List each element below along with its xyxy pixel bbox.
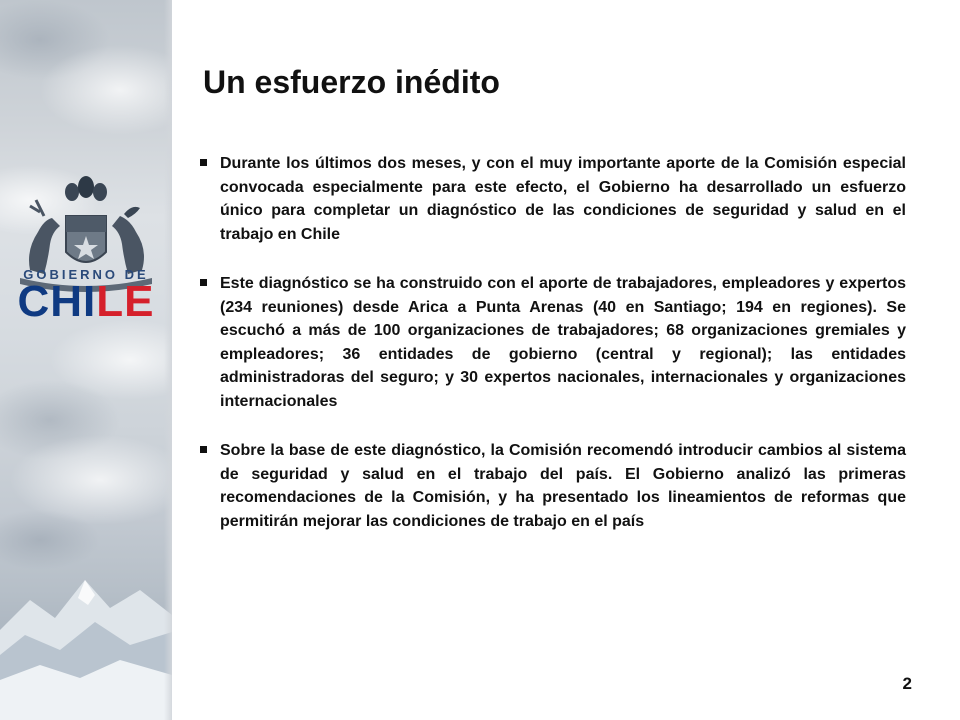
square-bullet-icon [200, 159, 207, 166]
logo-gobierno-de: GOBIERNO DE [23, 267, 149, 282]
logo-chile [0, 277, 172, 327]
bullet-item [200, 439, 906, 533]
square-bullet-icon [200, 446, 207, 453]
logo-chile-blue-part: CHI [17, 277, 97, 326]
square-bullet-icon [200, 279, 207, 286]
bullet-item [200, 272, 906, 413]
bullet-text: Durante los últimos dos meses, y con el muy importante aporte de la Comisión especial convocada especialmente para este efecto, el Gobierno ha desarrollado un esfuerzo único para completar un diagnóstico de las condiciones de seguridad y salud en el trabajo en Chile [220, 155, 906, 243]
sidebar-edge-fade [164, 0, 172, 720]
sidebar-banner [0, 0, 172, 720]
bullet-text: Sobre la base de este diagnóstico, la Comisión recomendó introducir cambios al sistema de seguridad y salud en el trabajo del país. El Gobierno analizó las primeras recomendaciones de la Comisión, y ha presentado los lineamientos de reformas que permitirán mejorar las condiciones de trabajo en el país [220, 442, 906, 530]
bullet-item [200, 152, 906, 246]
logo-chile-red-part: LE [96, 277, 155, 326]
bullet-list [200, 152, 906, 559]
slide-title: Un esfuerzo inédito [203, 64, 500, 100]
page-number: 2 [902, 674, 912, 693]
bullet-text: Este diagnóstico se ha construido con el aporte de trabajadores, empleadores y expertos (234 reuniones) desde Arica a Punta Arenas (40 en Santiago; 194 en regiones). Se escuchó a más de 100 organizaciones de trabajadores; 68 organizaciones gremiales y empleadores; 36 entidades de gobierno (central y regional); las entidades administradoras del seguro; y 30 expertos nacionales, internacionales y organizaciones internacionales [220, 275, 906, 410]
snowy-mountains-image [0, 560, 172, 720]
